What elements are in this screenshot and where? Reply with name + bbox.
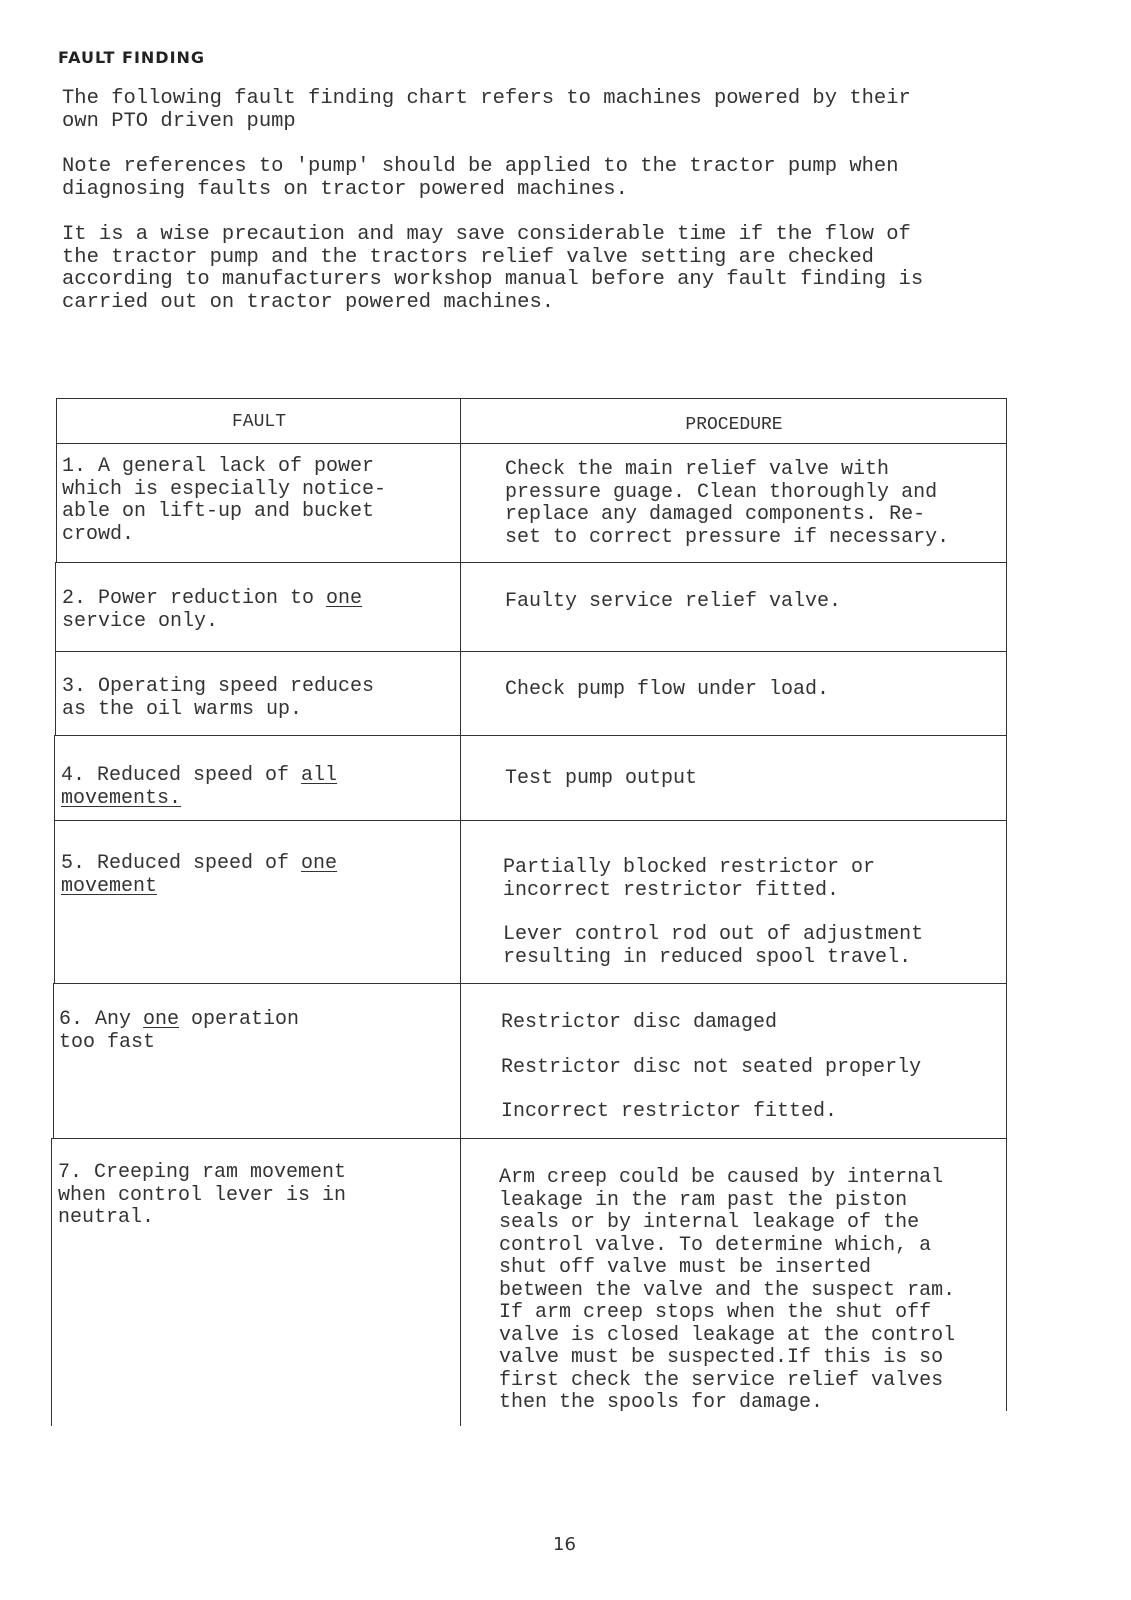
fault-text: 7. Creeping ram movement when control lever is in neutral. (58, 1161, 347, 1229)
fault-cell-2 (62, 588, 362, 633)
procedure-cell-7 (499, 1167, 955, 1415)
fault-text: 4. Reduced speed of all movements. (61, 764, 338, 810)
row-divider (54, 820, 1007, 821)
page-number: 16 (553, 1534, 576, 1555)
procedure-cell-4 (505, 768, 697, 791)
table-border-left (53, 983, 54, 1139)
procedure-text: Partially blocked restrictor or incorrect restrictor fitted. (503, 856, 876, 902)
procedure-text: Check the main relief valve with pressure guage. Clean thoroughly and replace any damaged components. Re- set to correct pressure if necessary. (505, 458, 950, 549)
table-border-left (54, 735, 55, 984)
header-fault: FAULT (231, 412, 286, 432)
intro-paragraph-2: Note references to 'pump' should be applied to the tractor pump when diagnosing faults on tractor powered machines. (62, 155, 899, 201)
procedure-text: Faulty service relief valve. (505, 590, 842, 613)
procedure-text: Test pump output (505, 767, 698, 790)
fault-text: 1. A general lack of power which is especially notice- able on lift-up and bucket crowd. (62, 455, 387, 546)
header-divider (56, 443, 1007, 444)
procedure-text: Lever control rod out of adjustment resulting in reduced spool travel. (503, 923, 924, 969)
fault-cell-7 (58, 1162, 346, 1230)
row-divider (55, 562, 1007, 563)
procedure-cell-3 (505, 679, 829, 702)
fault-cell-5 (61, 853, 337, 898)
row-divider (55, 651, 1007, 652)
intro-paragraph-1: The following fault finding chart refers to machines powered by their own PTO driven pump (62, 87, 911, 133)
fault-cell-6 (59, 1009, 299, 1054)
procedure-cell-2 (505, 591, 841, 614)
intro-paragraph-3: It is a wise precaution and may save considerable time if the flow of the tractor pump and the tractors relief valve setting are checked according to manufacturers workshop manual before any fault finding is carried out on tractor powered machines. (62, 223, 924, 314)
fault-text: 3. Operating speed reduces as the oil warms up. (62, 675, 375, 721)
row-divider (54, 735, 1007, 736)
procedure-text: Incorrect restrictor fitted. (501, 1100, 838, 1123)
row-divider (53, 983, 1007, 984)
procedure-text: Restrictor disc damaged (501, 1011, 778, 1034)
procedure-text: Check pump flow under load. (505, 678, 830, 701)
procedure-cell-1 (505, 459, 949, 549)
page-heading: FAULT FINDING (58, 48, 206, 67)
table-border-left (55, 562, 56, 736)
table-border-top (56, 398, 1007, 399)
procedure-text: Restrictor disc not seated properly (501, 1055, 922, 1079)
procedure-cell-5 (503, 857, 923, 969)
header-procedure: PROCEDURE (685, 415, 783, 435)
table-border-left (51, 1138, 52, 1426)
table-border-right (1006, 398, 1007, 1411)
procedure-cell-6 (501, 1012, 921, 1124)
fault-text: 6. Any one operation too fast (59, 1008, 300, 1054)
fault-text: 5. Reduced speed of one movement (61, 852, 338, 898)
row-divider (52, 1138, 1007, 1139)
table-border-left (56, 398, 57, 563)
fault-text: 2. Power reduction to one service only. (62, 587, 363, 633)
column-divider (460, 398, 461, 1426)
fault-cell-4 (61, 765, 337, 810)
fault-cell-1 (62, 456, 386, 546)
procedure-text: Arm creep could be caused by internal leakage in the ram past the piston seals or by internal leakage of the control valve. To determine which, a shut off valve must be inserted between the valve and the suspect ram. If arm creep stops when the shut off valve is closed leakage at the control valve must be suspected.If this is so first check the service relief valves then the spools for damage. (499, 1166, 956, 1414)
fault-cell-3 (62, 676, 374, 721)
